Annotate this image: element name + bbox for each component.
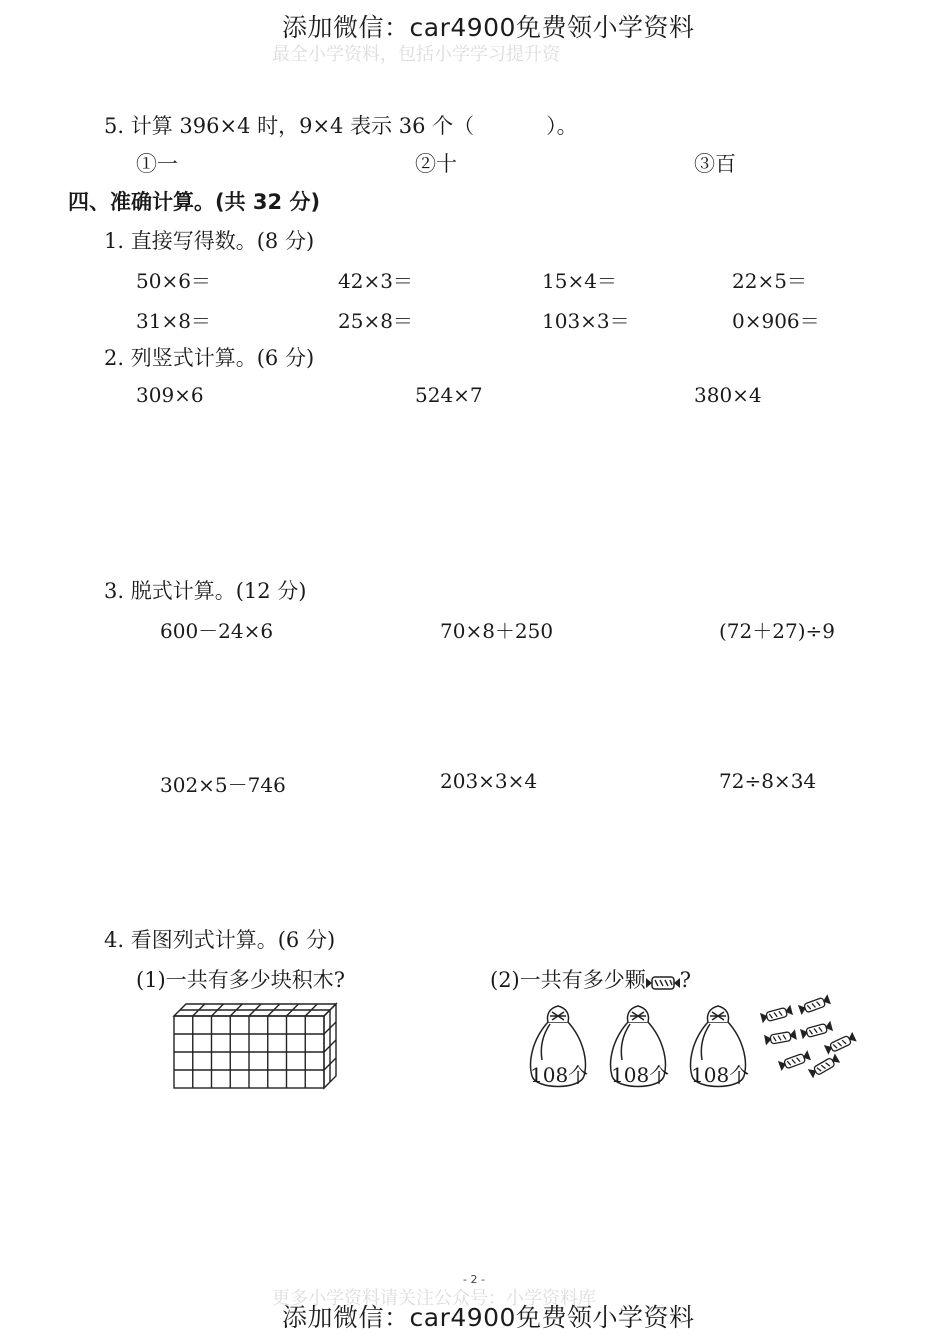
part-3-title: 3. 脱式计算。(12 分) [104, 579, 307, 603]
q5-option-1: ①一 [136, 152, 178, 176]
picture-question-1: (1)一共有多少块积木? [136, 968, 346, 992]
bag-label: 108个 [530, 1063, 589, 1087]
stepwise-item: 302×5－746 [160, 773, 286, 797]
watermark-top-ghost: 最全小学资料，包括小学学习提升资 [272, 44, 560, 65]
part-2-title: 2. 列竖式计算。(6 分) [104, 346, 315, 370]
stepwise-item: 72÷8×34 [719, 769, 817, 793]
oral-item: 25×8＝ [338, 309, 413, 333]
q5-option-3: ③百 [694, 152, 736, 176]
oral-item: 50×6＝ [136, 269, 211, 293]
section-4-title: 四、准确计算。(共 32 分) [68, 190, 321, 214]
bag-label: 108个 [691, 1063, 750, 1087]
oral-item: 15×4＝ [542, 269, 617, 293]
question-5-suffix: ）。 [546, 114, 578, 138]
candy-icon [646, 973, 680, 991]
vertical-item: 380×4 [694, 383, 762, 407]
part-1-title: 1. 直接写得数。(8 分) [104, 229, 315, 253]
loose-candies [755, 1000, 865, 1090]
picture-question-2-suffix: ? [679, 968, 692, 992]
vertical-item: 524×7 [415, 383, 483, 407]
oral-item: 0×906＝ [732, 309, 820, 333]
oral-item: 31×8＝ [136, 309, 211, 333]
watermark-bottom-ghost: 更多小学资料请关注公众号：小学资料库 [272, 1288, 596, 1309]
stepwise-item: (72＋27)÷9 [719, 619, 835, 643]
stepwise-item: 203×3×4 [440, 769, 538, 793]
oral-item: 22×5＝ [732, 269, 807, 293]
stepwise-item: 70×8＋250 [440, 619, 554, 643]
watermark-bottom: 添加微信：car4900免费领小学资料 [282, 1303, 695, 1332]
watermark-top: 添加微信：car4900免费领小学资料 [282, 13, 695, 42]
vertical-item: 309×6 [136, 383, 204, 407]
blocks-figure [170, 1000, 340, 1095]
page-number: - 2 - [463, 1273, 485, 1286]
stepwise-item: 600－24×6 [160, 619, 274, 643]
q5-option-2: ②十 [415, 152, 457, 176]
picture-question-2 [490, 964, 691, 994]
part-4-title: 4. 看图列式计算。(6 分) [104, 928, 336, 952]
oral-item: 103×3＝ [542, 309, 630, 333]
question-5 [104, 110, 578, 140]
picture-question-2-prefix: (2)一共有多少颗 [490, 968, 646, 992]
oral-item: 42×3＝ [338, 269, 413, 293]
question-5-prefix: 5. 计算 396×4 时，9×4 表示 36 个（ [104, 114, 475, 138]
bag-label: 108个 [611, 1063, 670, 1087]
